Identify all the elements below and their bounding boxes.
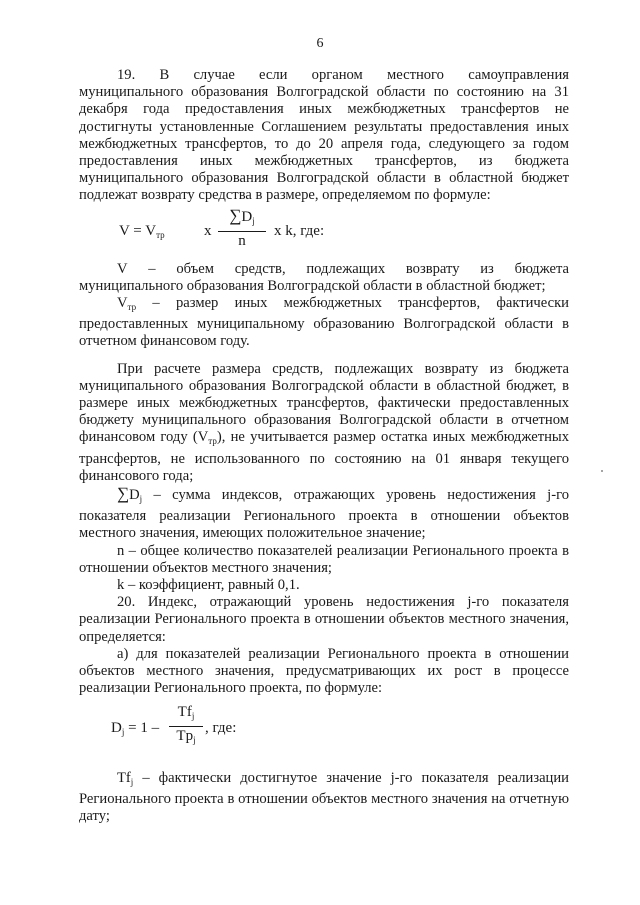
formula-v-fraction [218, 207, 266, 250]
formula-dj-numerator: $Tf_j$ [169, 704, 203, 727]
paragraph-calc: При расчете размера средств, подлежащих возврату из бюджета муниципального образования Волгоградской области в областной бюджет, в размере иных межбюджетных трансфертов, фактически предоставленных бюджету муниципального образования Волгоградской области в отчетном финансовом году $(V_{тр})$, не учитывается размер остатка иных межбюджетных трансфертов, не использованного по состоянию на 01 января текущего финансового года; [79, 360, 569, 484]
formula-v-lhs: $V = V_{тр}$ [119, 222, 165, 240]
definition-n: n – общее количество показателей реализации Регионального проекта в отношении объектов местного значения; [79, 542, 569, 576]
formula-v-tail: x k, где: [274, 222, 325, 239]
definition-v: V – объем средств, подлежащих возврату из бюджета муниципального образования Волгоградской области в областной бюджет; [79, 260, 569, 294]
scan-speck [601, 470, 603, 472]
definition-k: k – коэффициент, равный 0,1. [117, 577, 300, 594]
formula-dj-fraction [169, 704, 203, 749]
formula-v-times: x [204, 222, 212, 239]
formula-v-denominator: n [238, 232, 246, 249]
formula-dj-lhs: $D_j = 1$ – [111, 719, 160, 737]
formula-v-numerator: $\sum D_j$ [218, 207, 266, 232]
definition-tf: $Tf_j$ – фактически достигнутое значение j-го показателя реализации Регионального проекта в отношении объектов местного значения на отчетную дату; [79, 769, 569, 824]
page-number: 6 [316, 36, 324, 51]
definition-sum: $\sum D_j$ – сумма индексов, отражающих уровень недостижения j-го показателя реализации Регионального проекта в отношении объектов местного значения, имеющих положительное значение; [79, 484, 569, 542]
formula-dj [79, 698, 569, 758]
formula-v [79, 205, 569, 261]
definition-vtr: $V_{тр}$ – размер иных межбюджетных трансфертов, фактически предоставленных муниципальному образованию Волгоградской области в отчетном финансовом году. [79, 295, 569, 350]
paragraph-20a: а) для показателей реализации Регионального проекта в отношении объектов местного значения, предусматривающих их рост в процессе реализации Регионального проекта, по формуле: [79, 645, 569, 697]
document-body [79, 67, 569, 825]
paragraph-20: 20. Индекс, отражающий уровень недостижения j-го показателя реализации Регионального проекта в отношении объектов местного значения, определяется: [79, 594, 569, 645]
paragraph-19: 19. В случае если органом местного самоуправления муниципального образования Волгоградской области по состоянию на 31 декабря года предоставления иных межбюджетных трансфертов не достигнуты установленные Соглашением результаты предоставления иных межбюджетных трансфертов, то до 20 апреля года, следующего за годом предоставления иных межбюджетных трансфертов, из бюджета муниципального образования Волгоградской области в областной бюджет подлежат возврату средства в размере, определяемом по формуле: [79, 67, 569, 204]
formula-dj-tail: , где: [205, 719, 237, 736]
formula-dj-denominator: $Tp_j$ [176, 727, 196, 745]
